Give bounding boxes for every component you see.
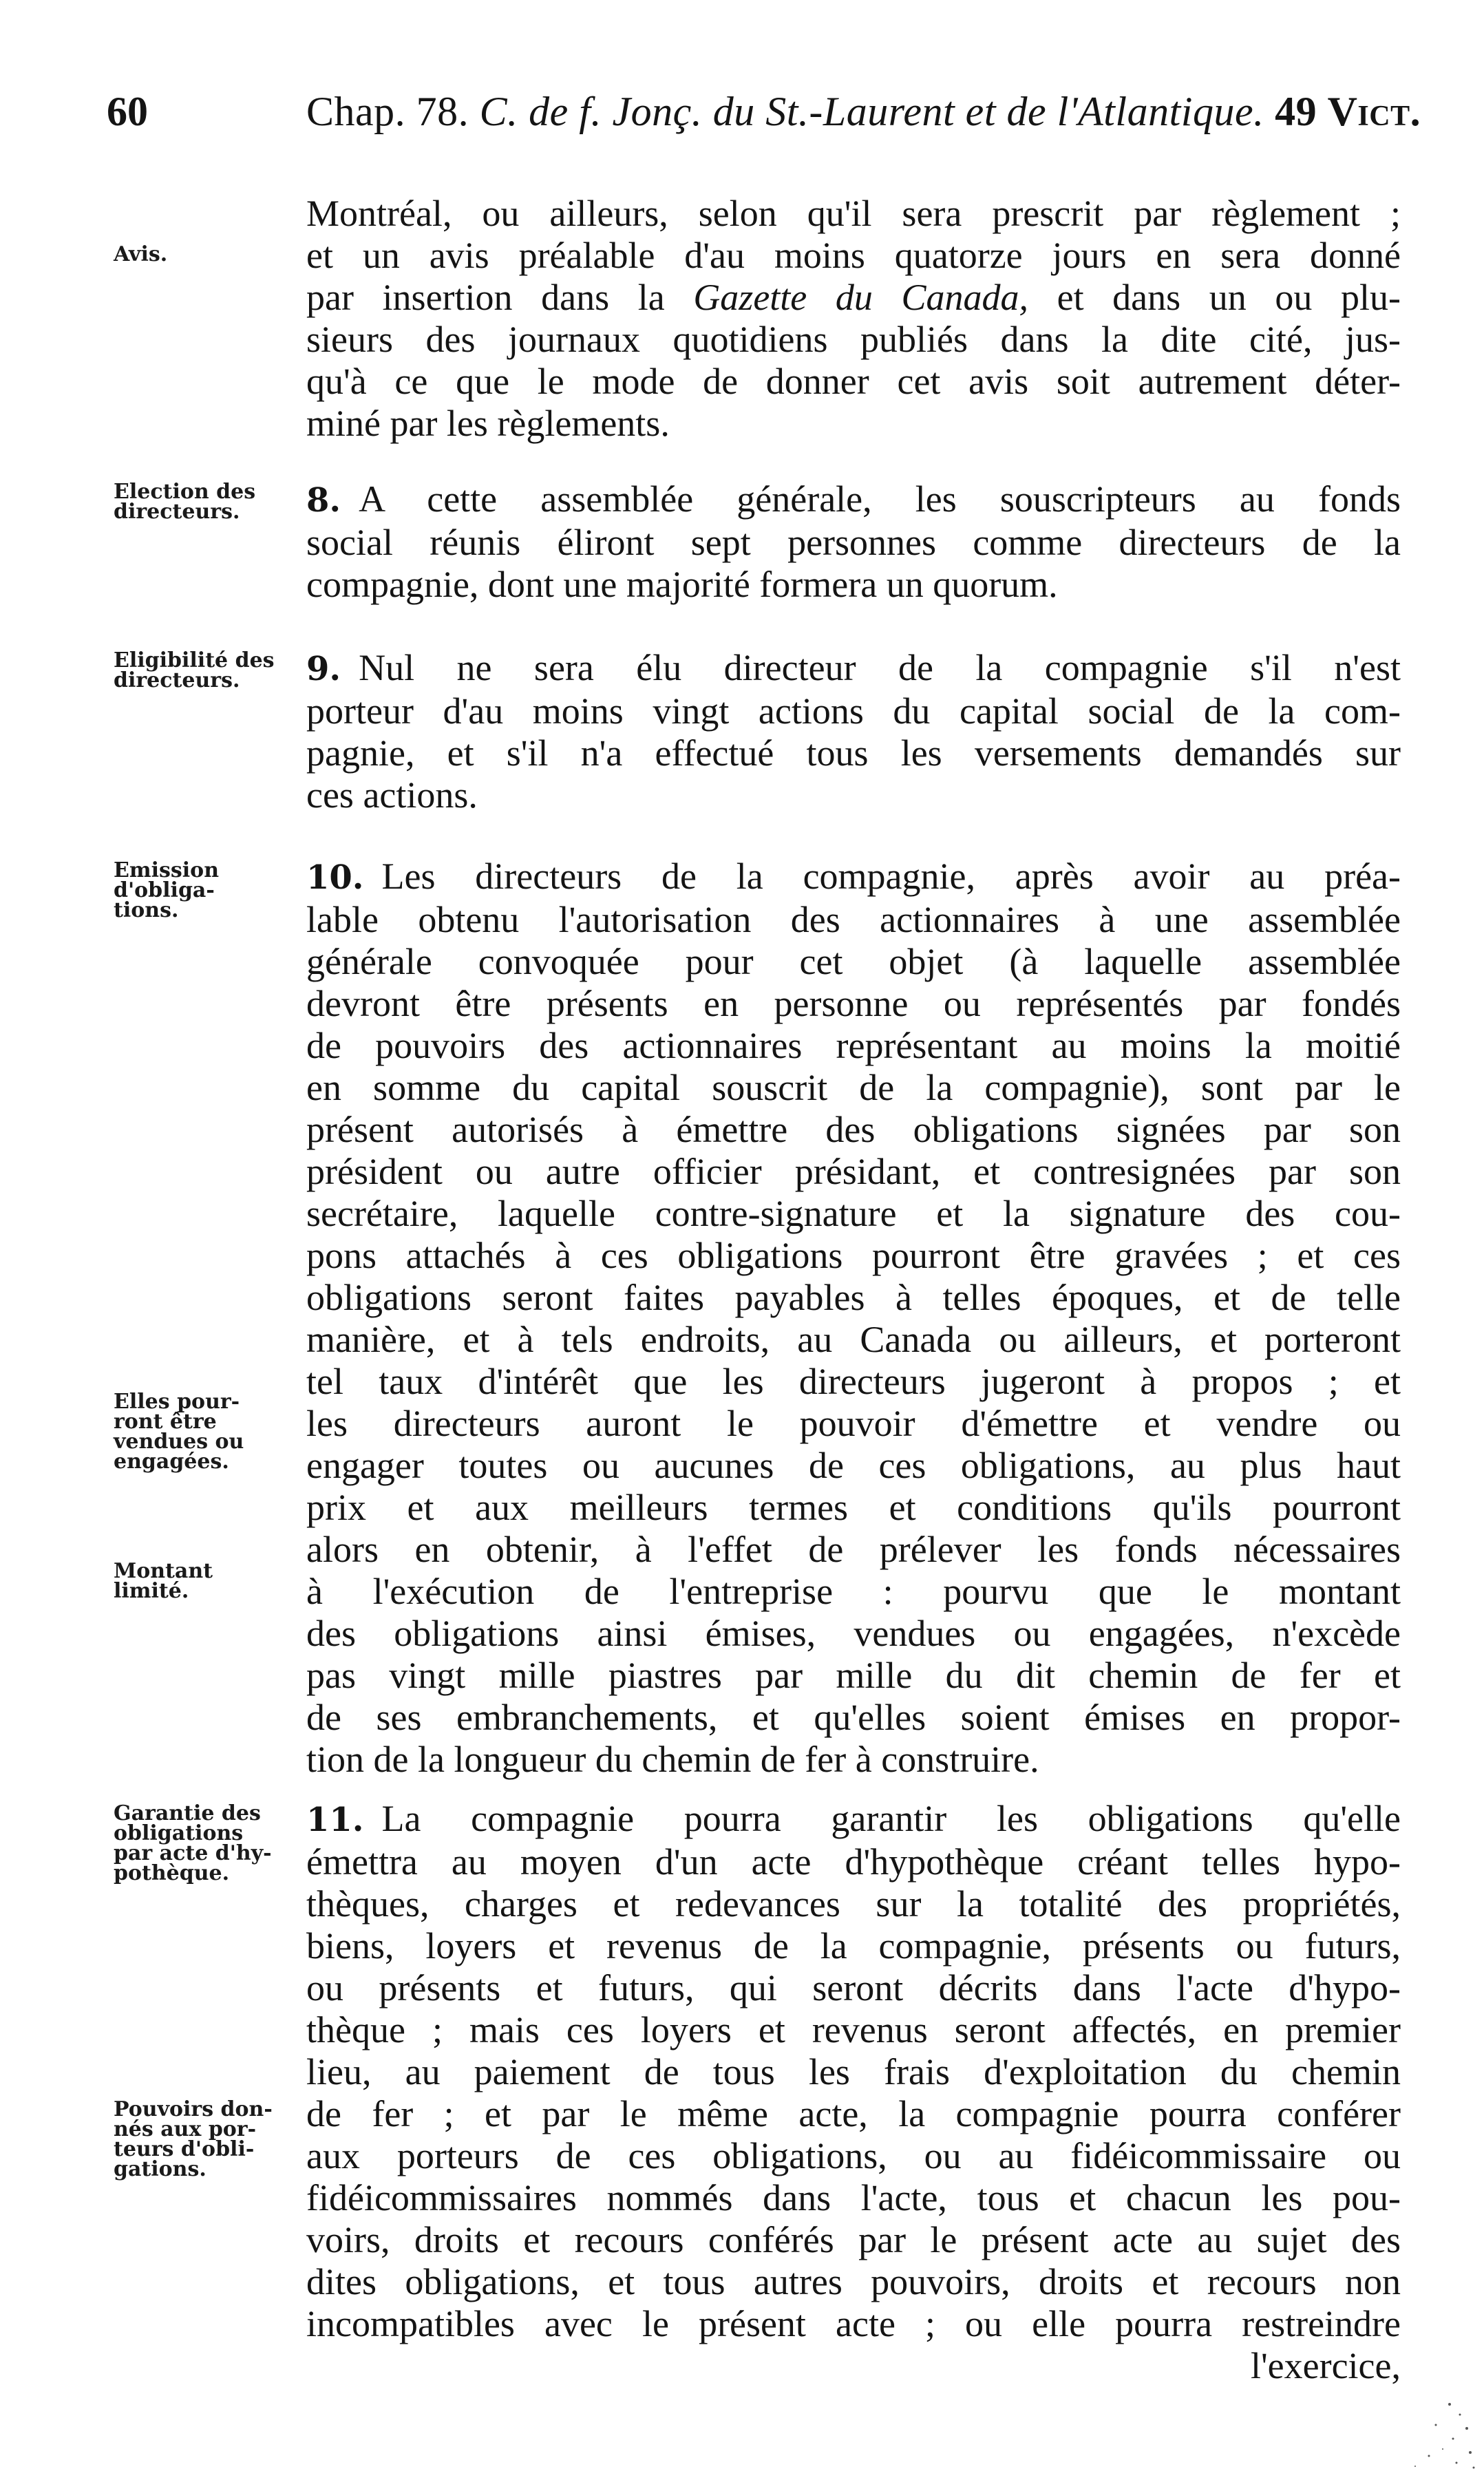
margin-note-pouvoirs — [114, 2099, 299, 2179]
section-number: 10. — [306, 858, 364, 897]
text-line: tion de la longueur du chemin de fer à construire. — [306, 1739, 1039, 1780]
text-line: secrétaire, laquelle contre-signature et la signature des cou- — [306, 1193, 1401, 1234]
text-line: miné par les règlements. — [306, 403, 670, 444]
text-line: aux porteurs de ces obligations, ou au fidéicommissaire ou — [306, 2135, 1401, 2176]
text-span: La compagnie pourra garantir les obligations qu'elle — [381, 1798, 1401, 1839]
text-span: Nul ne sera élu directeur de la compagnie s'il n'est — [359, 647, 1401, 688]
text-line: alors en obtenir, à l'effet de prélever les fonds nécessaires — [306, 1529, 1401, 1570]
text-line: biens, loyers et revenus de la compagnie, présents ou futurs, — [306, 1925, 1401, 1967]
text-line: pagnie, et s'il n'a effectué tous les versements demandés sur — [306, 732, 1401, 774]
text-line: Montréal, ou ailleurs, selon qu'il sera prescrit par règlement ; — [306, 193, 1401, 234]
margin-note-montant — [114, 1561, 299, 1601]
margin-note-line: Elles pour- — [114, 1390, 240, 1414]
text-line: de fer ; et par le même acte, la compagnie pourra conférer — [306, 2093, 1401, 2134]
margin-note-line: nés aux por- — [114, 2117, 257, 2141]
margin-note-line: directeurs. — [114, 500, 240, 524]
gazette-title: Gazette du Canada, — [693, 277, 1028, 318]
scan-specks — [1367, 2391, 1477, 2473]
text-line: voirs, droits et recours conférés par le présent acte au sujet des — [306, 2219, 1401, 2260]
act-title: C. de f. Jonç. du St.-Laurent et de l'Atlantique. — [479, 89, 1264, 134]
margin-note-garantie — [114, 1803, 299, 1883]
section-9 — [306, 647, 1401, 816]
text-span: par insertion dans la — [306, 277, 665, 318]
text-line: ces actions. — [306, 774, 478, 816]
text-line: et un avis préalable d'au moins quatorze jours en sera donné — [306, 235, 1401, 276]
text-line: tel taux d'intérêt que les directeurs jugeront à propos ; et — [306, 1361, 1401, 1402]
text-line: présent autorisés à émettre des obligations signées par son — [306, 1109, 1401, 1150]
text-line: fidéicommissaires nommés dans l'acte, tous et chacun les pou- — [306, 2177, 1401, 2218]
text-line — [306, 647, 1401, 690]
text-line: pas vingt mille piastres par mille du dit chemin de fer et — [306, 1655, 1401, 1696]
margin-note-line: vendues ou — [114, 1430, 244, 1454]
section-10 — [306, 856, 1401, 1781]
chapter-number: Chap. 78. — [306, 89, 469, 134]
text-line: lable obtenu l'autorisation des actionnaires à une assemblée — [306, 899, 1401, 940]
text-line: générale convoquée pour cet objet (à laquelle assemblée — [306, 941, 1401, 982]
page-number: 60 — [107, 89, 148, 134]
running-title — [306, 88, 1421, 136]
margin-note-line: tions. — [114, 898, 179, 922]
section-number: 8. — [306, 481, 341, 520]
text-line — [306, 856, 1401, 899]
text-line: manière, et à tels endroits, au Canada ou ailleurs, et porteront — [306, 1319, 1401, 1360]
text-span: et dans un ou plu- — [1057, 277, 1401, 318]
section-11 — [306, 1798, 1401, 2387]
text-line: engager toutes ou aucunes de ces obligations, au plus haut — [306, 1445, 1401, 1486]
margin-note-line: ront être — [114, 1410, 217, 1434]
text-line: des obligations ainsi émises, vendues ou engagées, n'excède — [306, 1613, 1401, 1654]
text-line: de ses embranchements, et qu'elles soient émises en propor- — [306, 1697, 1401, 1738]
text-line: de pouvoirs des actionnaires représentant au moins la moitié — [306, 1025, 1401, 1066]
margin-note-vendues — [114, 1392, 299, 1472]
text-line: prix et aux meilleurs termes et conditions qu'ils pourront — [306, 1487, 1401, 1528]
text-line: président ou autre officier présidant, et contresignées par son — [306, 1151, 1401, 1192]
section-8 — [306, 478, 1401, 606]
margin-note-line: Emission — [114, 858, 220, 882]
margin-note-avis — [114, 244, 299, 264]
text-line: social réunis éliront sept personnes comme directeurs de la — [306, 522, 1401, 563]
margin-note-line: d'obliga- — [114, 878, 215, 902]
text-line: porteur d'au moins vingt actions du capital social de la com- — [306, 690, 1401, 732]
text-line — [306, 277, 1401, 319]
margin-note-line: limité. — [114, 1579, 189, 1603]
margin-note-election — [114, 482, 299, 522]
text-line: incompatibles avec le présent acte ; ou elle pourra restreindre — [306, 2303, 1401, 2344]
text-line: ou présents et futurs, qui seront décrits dans l'acte d'hypo- — [306, 1967, 1401, 2009]
regnal-number: 49 — [1275, 89, 1317, 134]
regnal-name: Vict. — [1327, 89, 1421, 134]
margin-note-line: Montant — [114, 1559, 213, 1583]
text-line — [306, 478, 1401, 522]
text-line: obligations seront faites payables à telles époques, et de telle — [306, 1277, 1401, 1318]
text-span: A cette assemblée générale, les souscripteurs au fonds — [359, 478, 1401, 520]
text-line: sieurs des journaux quotidiens publiés dans la dite cité, jus- — [306, 319, 1401, 360]
margin-note-line: Eligibilité des — [114, 648, 275, 672]
margin-note-line: Pouvoirs don- — [114, 2097, 273, 2121]
text-line: compagnie, dont une majorité formera un quorum. — [306, 564, 1058, 605]
text-line: thèque ; mais ces loyers et revenus seront affectés, en premier — [306, 2009, 1401, 2050]
margin-note-line: obligations — [114, 1821, 244, 1845]
text-line: devront être présents en personne ou représentés par fondés — [306, 983, 1401, 1024]
text-line: thèques, charges et redevances sur la totalité des propriétés, — [306, 1883, 1401, 1925]
margin-note-line: Election des — [114, 480, 256, 504]
margin-note-line: pothèque. — [114, 1861, 230, 1885]
margin-note-line: Garantie des — [114, 1801, 261, 1825]
margin-note-emission — [114, 860, 299, 920]
text-line: en somme du capital souscrit de la compagnie), sont par le — [306, 1067, 1401, 1108]
margin-note-line: directeurs. — [114, 668, 240, 692]
catchword: l'exercice, — [1250, 2345, 1401, 2386]
margin-note-line: Avis. — [114, 242, 168, 266]
text-span: Les directeurs de la compagnie, après avoir au préa- — [381, 856, 1401, 897]
text-line: pons attachés à ces obligations pourront être gravées ; et ces — [306, 1235, 1401, 1276]
text-line: dites obligations, et tous autres pouvoirs, droits et recours non — [306, 2261, 1401, 2302]
section-number: 9. — [306, 650, 341, 688]
text-line: qu'à ce que le mode de donner cet avis soit autrement déter- — [306, 361, 1401, 402]
text-line: à l'exécution de l'entreprise : pourvu que le montant — [306, 1571, 1401, 1612]
text-line — [306, 1798, 1401, 1841]
margin-note-line: par acte d'hy- — [114, 1841, 272, 1865]
text-line: émettra au moyen d'un acte d'hypothèque créant telles hypo- — [306, 1841, 1401, 1883]
margin-note-line: gations. — [114, 2157, 206, 2181]
margin-note-eligibilite — [114, 650, 299, 690]
continuation-paragraph — [306, 193, 1401, 445]
text-line: les directeurs auront le pouvoir d'émettre et vendre ou — [306, 1403, 1401, 1444]
section-number: 11. — [306, 1801, 364, 1839]
margin-note-line: teurs d'obli- — [114, 2137, 255, 2161]
running-header — [107, 88, 1421, 150]
margin-note-line: engagées. — [114, 1450, 229, 1474]
text-line: lieu, au paiement de tous les frais d'exploitation du chemin — [306, 2051, 1401, 2092]
regnal-year — [1275, 89, 1421, 134]
